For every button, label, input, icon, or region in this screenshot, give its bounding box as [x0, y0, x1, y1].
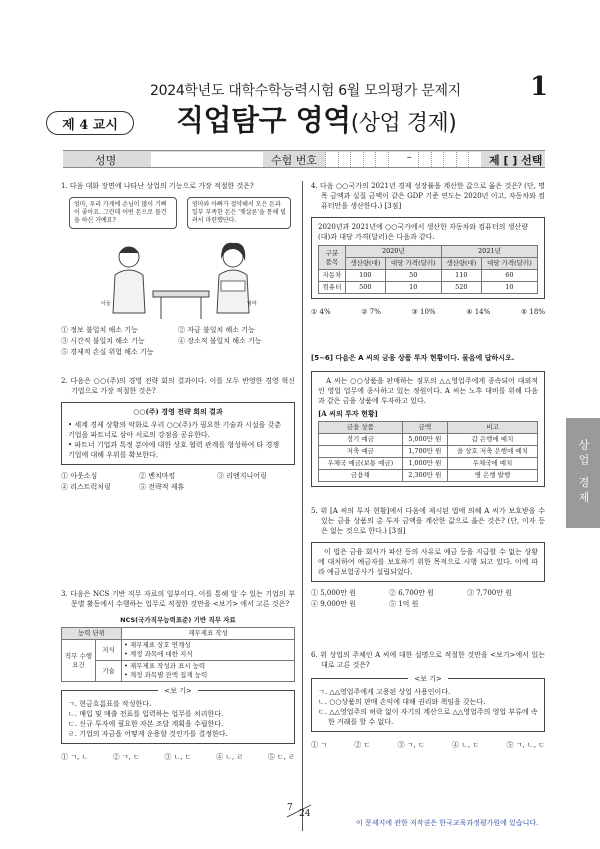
question-2 [61, 376, 295, 493]
table-header: 생산량(대) [441, 258, 481, 270]
answer-option[interactable]: ④ 장소적 불일치 해소 기능 [178, 337, 262, 345]
answer-option[interactable]: ⑤ 전략적 제휴 [139, 483, 185, 491]
table-cell: 병 은행 발행 [447, 470, 537, 482]
table-cell: 우체국 예금(보통 예금) [319, 458, 403, 470]
table-row [319, 270, 538, 282]
bogi-item: ㄴ. 매입 및 매출 전표를 입력하는 업무를 처리한다. [68, 710, 224, 718]
table-cell: 500 [345, 282, 385, 294]
question-2-box-item: • 세계 경제 상황의 악화로 우리 ○○(주)가 필요한 기술과 시설을 갖춘 기업을 파트너로 삼아 서로의 강점을 공유한다. [68, 421, 282, 439]
table-row [319, 446, 538, 458]
table-row [319, 282, 538, 294]
name-label: 성명 [95, 154, 117, 167]
question-1 [61, 181, 295, 358]
question-5-6-shared [311, 353, 545, 487]
answer-option[interactable]: ② ㄷ [354, 741, 371, 749]
bogi-item: ㄷ. 신규 투자에 필요한 자본 조달 계획을 수립한다. [68, 720, 224, 728]
question-4-box-text: 2020년과 2021년에 ○○국가에서 생산한 자동차와 컴퓨터의 생산량(대)과 대당 가격(달러)은 다음과 같다. [318, 223, 528, 241]
table-cell: 100 [345, 270, 385, 282]
question-1-illustration [61, 195, 295, 325]
speech-bubble-right: 엄마와 아빠가 절약해서 모은 돈과 일부 부족한 돈은 '햇살론'을 통해 빌려서 마련했단다. [187, 197, 291, 229]
question-3-table-title: NCS(국가직무능력표준) 기반 직무 자료 [120, 616, 236, 624]
investment-table [318, 421, 538, 482]
answer-option[interactable]: ③ 10% [411, 308, 436, 316]
bogi-item: ㄹ. 기업의 자금을 어떻게 운용할 것인가를 결정한다. [68, 730, 228, 738]
table-cell: 지식 [96, 640, 122, 661]
bogi-item: ㄷ. △△영업주의 허락 없이 자기의 계산으로 △△영업주의 영업 부류에 속한 거래를 할 수 없다. [318, 708, 538, 726]
table-cell: 110 [441, 270, 481, 282]
table-cell: 10 [481, 282, 537, 294]
label-mom: 엄마 [247, 301, 257, 307]
table-row [319, 458, 538, 470]
answer-option[interactable]: ② 자금 불일치 해소 기능 [178, 326, 255, 334]
table-header: 2020년 [345, 246, 441, 258]
page-number: 1 [530, 72, 549, 102]
subject-name: 직업탐구 영역 [176, 103, 351, 137]
choice-label: 제 [ ] 선택 [489, 154, 543, 167]
answer-option[interactable]: ④ 리스트럭처링 [61, 483, 111, 491]
table-cell: 을 상호 저축 은행에 예치 [447, 446, 537, 458]
table-cell: 갑 은행에 예치 [447, 434, 537, 446]
question-5-options [311, 588, 545, 610]
table-cell: 1,700만 원 [402, 446, 447, 458]
table-cell: 금융채 [319, 470, 403, 482]
answer-option[interactable]: ② 벤치마킹 [139, 472, 176, 480]
question-3 [61, 589, 295, 762]
answer-option[interactable]: ③ 7,700만 원 [467, 589, 513, 597]
table-header: 금융 상품 [319, 422, 403, 434]
answer-option[interactable]: ① 정보 불일치 해소 기능 [61, 326, 138, 334]
table-cell: 5,000만 원 [402, 434, 447, 446]
bogi-item: ㄴ. ○○상품의 판매 손익에 대해 권리와 책임을 갖는다. [318, 698, 486, 706]
answer-option[interactable]: ③ 시간적 불일치 해소 기능 [61, 337, 145, 345]
table-header: 생산량(대) [345, 258, 385, 270]
table-cell: 기술 [96, 661, 122, 682]
question-3-options [61, 752, 295, 762]
column-divider [302, 181, 303, 831]
table-header: 대당 가격(달러) [481, 258, 537, 270]
answer-option[interactable]: ② 7% [361, 308, 381, 316]
question-5 [311, 506, 545, 610]
table-cell: 컴퓨터 [319, 282, 346, 294]
question-2-box-item: • 파트너 기업과 특정 분야에 대한 상호 협력 관계를 형성하여 타 경쟁 기업에 대해 우위를 확보한다. [68, 441, 280, 459]
gdp-table [318, 245, 538, 294]
family-illustration [81, 235, 281, 323]
question-5-6-heading: [5~6] 다음은 A 씨의 금융 상품 투자 현황이다. 물음에 답하시오. [311, 354, 515, 362]
question-2-options [61, 471, 295, 493]
table-cell: 우체국에 예치 [447, 458, 537, 470]
exam-no-dash: – [406, 152, 412, 163]
question-6-text: 6. 위 상업의 주체인 A 씨에 대한 설명으로 적절한 것만을 <보기>에서 있는 대로 고른 것은? [311, 651, 545, 669]
table-cell: 1,000만 원 [402, 458, 447, 470]
bogi-label: <보 기> [408, 675, 447, 683]
table-header-year: 구분 [325, 248, 339, 257]
table-header: 능력 단위 [62, 628, 122, 640]
copyright-notice: 이 문제지에 관한 저작권은 한국교육과정평가원에 있습니다. [356, 819, 539, 827]
subject-sub: (상업 경제) [350, 111, 457, 136]
info-bar [63, 150, 545, 168]
question-3-bogi [61, 687, 295, 744]
question-5-6-box [311, 371, 545, 487]
table-header: 금액 [402, 422, 447, 434]
exam-title: 2024학년도 대학수학능력시험 6월 모의평가 문제지 [150, 83, 461, 99]
table-cell: 직무 수행 요건 [62, 640, 96, 682]
question-4-text: 4. 다음 ○○국가의 2021년 경제 성장률을 계산한 값으로 옳은 것은? (단, 명목 금액과 실질 금액이 같은 GDP 기준 연도는 2020년 이고, 자동차와 컴퓨터만을 생산한다.) [3점] [311, 182, 545, 210]
table-cell-item: • 재무제표 작성과 표시 능력 [124, 662, 206, 670]
label-son: 아들 [101, 301, 111, 307]
question-5-6-intro: A 씨는 ○○상품을 판매하는 점포의 △△영업주에게 종속되어 대외적인 영업 업무에 종사하고 있는 정원이다. A 씨는 노후 대비를 위해 다음과 같은 금융 상품에 투자하고 있다. [318, 377, 538, 405]
question-5-text: 5. 위 [A 씨의 투자 현황]에서 다음에 제시된 법에 의해 A 씨가 보호받을 수 있는 금융 상품의 총 투자 금액을 계산한 값으로 옳은 것은? (단, 이자 등은 없는 것으로 한다.) [3점] [311, 507, 545, 535]
question-2-box [61, 402, 295, 465]
table-cell: 자동차 [319, 270, 346, 282]
table-header: 대당 가격(달러) [385, 258, 441, 270]
side-tab: 상업 경제 [566, 418, 600, 528]
table-cell: 50 [385, 270, 441, 282]
question-6-options [311, 740, 545, 750]
answer-option[interactable]: ④ 14% [466, 308, 491, 316]
exam-no-field[interactable] [325, 152, 481, 167]
question-2-box-title: ○○(주) 경영 전략 회의 결과 [133, 407, 223, 416]
investment-table-title: [A 씨의 투자 현황] [318, 409, 378, 418]
answer-option[interactable]: ⑤ 1억 원 [389, 600, 419, 608]
table-cell-item: • 재무제표 상호 연계성 [124, 641, 191, 649]
table-cell-item: • 계정 과목별 잔액 집계 능력 [124, 671, 208, 679]
ncs-table [61, 627, 295, 682]
page-total: 24 [299, 809, 311, 819]
bogi-label: <보 기> [158, 687, 197, 695]
table-header: 비고 [447, 422, 537, 434]
exam-no-label: 수험 번호 [271, 154, 318, 167]
page-fraction [283, 803, 317, 819]
question-4 [311, 181, 545, 317]
table-cell [122, 640, 295, 661]
answer-option[interactable]: ① ㄱ, ㄴ [61, 753, 89, 761]
question-2-text: 2. 다음은 ○○(주)의 경영 전략 회의 결과이다. 이를 모두 반영한 경영 혁신 기법으로 가장 적절한 것은? [61, 377, 295, 395]
answer-option[interactable]: ③ ㄴ, ㄷ [164, 753, 192, 761]
table-row [319, 434, 538, 446]
speech-bubble-left: 엄마, 우리 가게에 손님이 많이 기뻐이 좋아요. 그런데 어떤 돈으로 물건을 하신 거예요? [69, 197, 177, 229]
session-badge: 제 4 교시 [46, 111, 134, 135]
table-header-item: 품목 [325, 257, 339, 266]
answer-option[interactable]: ⑤ 경제적 손실 위험 해소 기능 [61, 348, 154, 356]
name-field[interactable] [151, 152, 263, 167]
question-4-box [311, 217, 545, 299]
question-6 [311, 650, 545, 750]
answer-option[interactable]: ③ 리엔지니어링 [217, 472, 267, 480]
answer-option[interactable]: ⑤ ㄷ, ㄹ [267, 753, 295, 761]
question-1-text: 1. 다음 대화 장면에 나타난 상업의 기능으로 가장 적절한 것은? [61, 182, 254, 190]
answer-option[interactable]: ② 6,700만 원 [389, 589, 435, 597]
answer-option[interactable]: ④ ㄴ, ㄹ [216, 753, 244, 761]
page-current: 7 [287, 803, 293, 813]
table-cell: 재무제표 작성 [122, 628, 295, 640]
question-3-text: 3. 다음은 NCS 기반 직무 자료의 일부이다. 이를 통해 알 수 있는 기업의 부문별 활동에서 수행하는 업무로 적절한 것만을 <보기> 에서 고른 것은? [61, 590, 295, 608]
answer-option[interactable]: ② ㄱ, ㄷ [112, 753, 140, 761]
answer-option[interactable]: ⑤ ㄱ, ㄴ, ㄷ [506, 741, 545, 749]
question-4-options [311, 307, 545, 317]
question-6-bogi [311, 675, 545, 732]
bogi-item: ㄱ. 현금흐름표를 작성한다. [68, 700, 152, 708]
table-cell: 저축 예금 [319, 446, 403, 458]
table-cell [122, 661, 295, 682]
table-cell: 60 [481, 270, 537, 282]
table-cell: 520 [441, 282, 481, 294]
bogi-item: ㄱ. △△영업주에게 고용된 상업 사용인이다. [318, 688, 451, 696]
answer-option[interactable]: ① 5,000만 원 [311, 589, 357, 597]
question-1-options [61, 325, 295, 358]
answer-option[interactable]: ① ㄱ [311, 741, 327, 749]
table-cell-item: • 계정 과목에 대한 지식 [124, 650, 193, 658]
subject-title [176, 98, 456, 139]
answer-option[interactable]: ① 아웃소싱 [61, 472, 98, 480]
table-cell: 2,300만 원 [402, 470, 447, 482]
answer-option[interactable]: ⑤ 18% [520, 308, 545, 316]
answer-option[interactable]: ④ ㄴ, ㄷ [452, 741, 480, 749]
table-header: 2021년 [441, 246, 537, 258]
answer-option[interactable]: ④ 9,000만 원 [311, 600, 357, 608]
answer-option[interactable]: ① 4% [311, 308, 331, 316]
question-5-box: 이 법은 금융 회사가 파산 등의 사유로 예금 등을 지급할 수 없는 상황에 대처하여 예금자를 보호하기 위한 목적으로 시행 되고 있다. 이에 따라 예금보험공사가 설립되었다. [311, 542, 545, 582]
table-cell: 10 [385, 282, 441, 294]
table-cell: 정기 예금 [319, 434, 403, 446]
table-header [319, 246, 346, 270]
table-row [319, 470, 538, 482]
answer-option[interactable]: ③ ㄱ, ㄷ [397, 741, 425, 749]
